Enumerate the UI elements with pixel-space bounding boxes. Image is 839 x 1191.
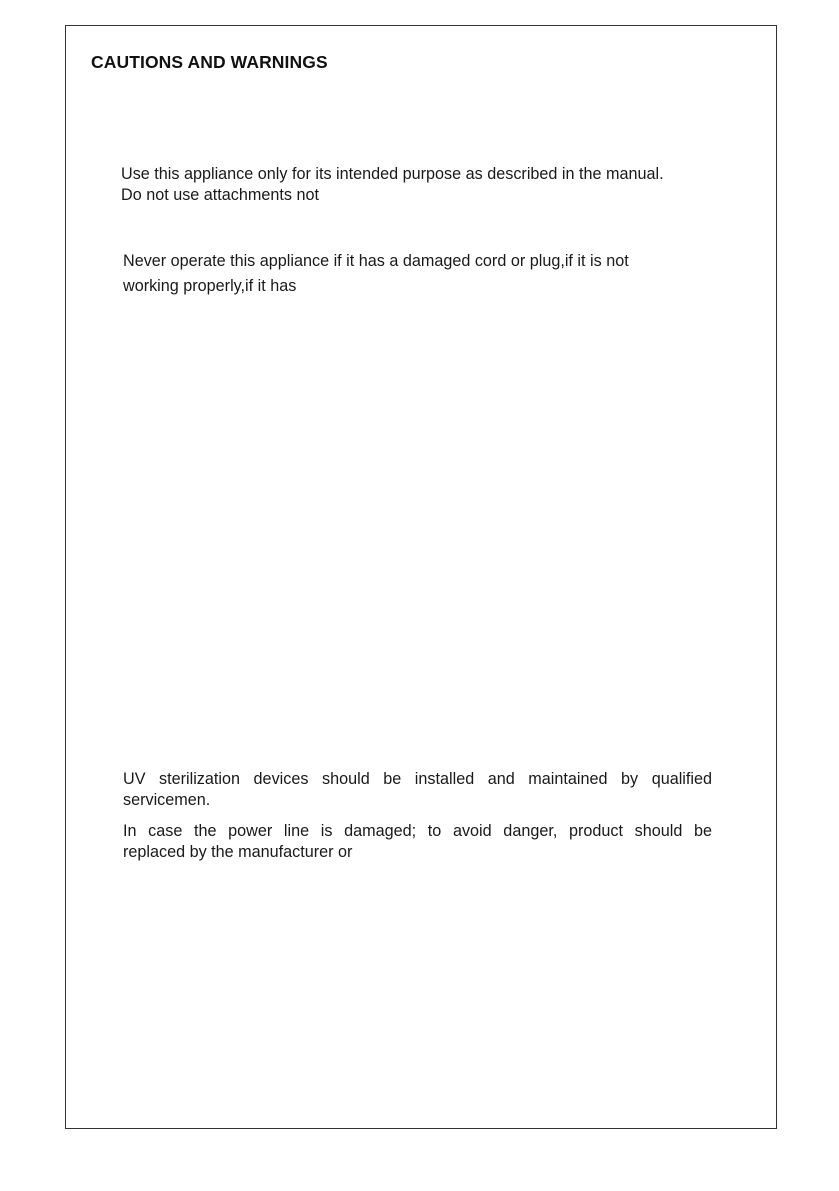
paragraph-line: Do not use attachments not — [121, 186, 319, 204]
paragraph-line: Use this appliance only for its intended purpose as described in the manual. — [121, 165, 664, 183]
paragraph-line: In case the power line is damaged; to avoid danger, product should be — [123, 822, 712, 840]
paragraph-line: Never operate this appliance if it has a damaged cord or plug,if it is not — [123, 252, 629, 270]
section-heading: CAUTIONS AND WARNINGS — [91, 52, 328, 72]
paragraph-damaged-cord — [123, 251, 723, 297]
paragraph-line: UV sterilization devices should be installed and maintained by qualified — [123, 770, 712, 788]
paragraph-line: servicemen. — [123, 791, 211, 809]
paragraph-line: working properly,if it has — [123, 277, 297, 295]
paragraph-intended-use — [121, 164, 731, 206]
paragraph-power-line-damage — [123, 821, 712, 863]
paragraph-line: replaced by the manufacturer or — [123, 843, 353, 861]
paragraph-uv-installation — [123, 769, 712, 811]
